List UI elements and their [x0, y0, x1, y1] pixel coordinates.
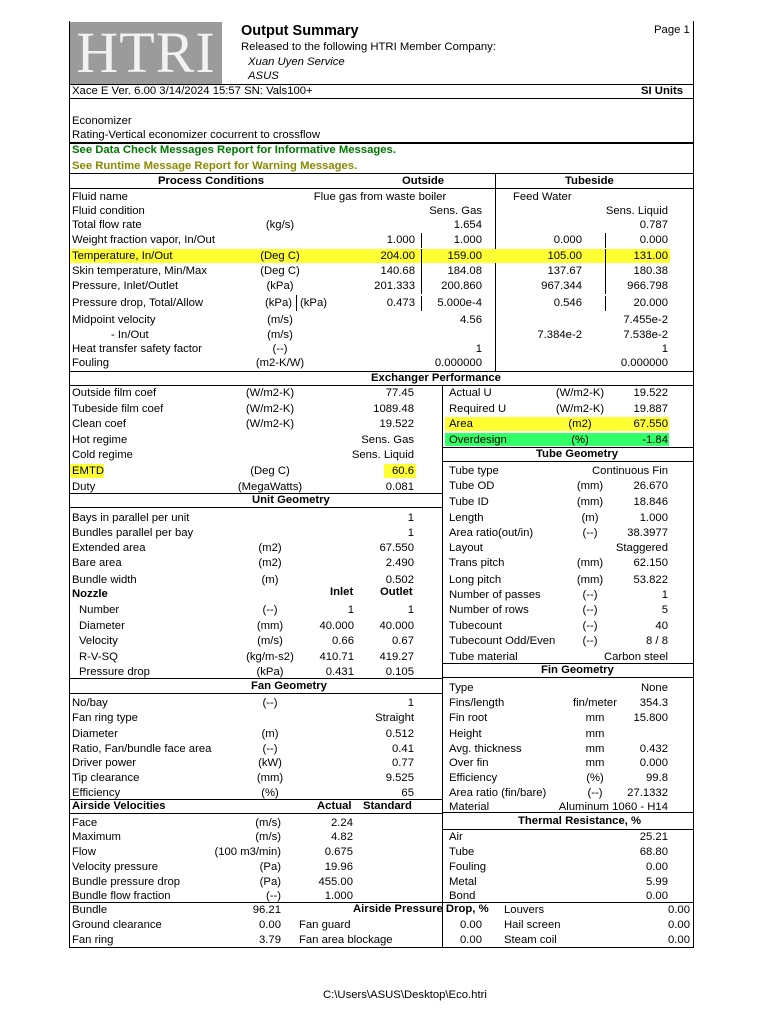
- exchanger-label: Hot regime: [72, 434, 128, 446]
- process-label: Midpoint velocity: [72, 314, 156, 326]
- process-label: Total flow rate: [72, 219, 142, 231]
- process-unit: (kPa): [266, 280, 294, 292]
- process-label: Pressure, Inlet/Outlet: [72, 280, 179, 292]
- exchanger-value: 19.522: [379, 418, 414, 430]
- nozzle-unit: (kPa): [256, 666, 284, 678]
- unit-value: 2.490: [385, 557, 414, 569]
- tube-value: 26.670: [633, 480, 668, 492]
- airside-label: Bundle pressure drop: [72, 876, 181, 888]
- process-unit: (kg/s): [265, 219, 295, 231]
- tube-value: 38.3977: [627, 527, 668, 539]
- exchanger-label: Cold regime: [72, 449, 133, 461]
- process-unit: (m/s): [267, 314, 293, 326]
- airside-unit: (m/s): [255, 817, 281, 829]
- process-tubeside-in: 137.67: [547, 265, 582, 277]
- unit-label: Bays in parallel per unit: [72, 512, 190, 524]
- fan-value: 0.77: [392, 757, 414, 769]
- thermal-value: 68.80: [639, 846, 668, 858]
- exchanger-right-unit: (%): [571, 434, 589, 446]
- pdrop-label-b: Fan area blockage: [299, 934, 393, 946]
- htri-logo: HTRI: [70, 22, 222, 84]
- tube-unit: (mm): [576, 557, 604, 569]
- fan-unit: (%): [261, 787, 279, 799]
- pdrop-value-a: 96.21: [252, 904, 281, 916]
- process-label: Pressure drop, Total/Allow: [72, 297, 204, 309]
- airside-value: 0.675: [324, 846, 353, 858]
- unit-geometry-title: Unit Geometry: [252, 494, 330, 506]
- fin-value: 27.1332: [627, 787, 668, 799]
- process-tubeside-in: 0.546: [553, 297, 582, 309]
- process-outside-fluid: Flue gas from waste boiler: [313, 191, 447, 203]
- pdrop-value-a: 0.00: [259, 919, 281, 931]
- exchanger-right-label: Overdesign: [449, 434, 507, 446]
- column-divider: [421, 279, 422, 294]
- nozzle-unit: (mm): [256, 620, 284, 632]
- process-title: Process Conditions: [158, 175, 265, 187]
- tube-unit: (--): [582, 527, 598, 539]
- exchanger-right-label: Area: [449, 418, 473, 430]
- thermal-value: 25.21: [639, 831, 668, 843]
- column-divider: [605, 296, 606, 311]
- thermal-label: Air: [449, 831, 463, 843]
- process-tubeside-out: 0.787: [639, 219, 668, 231]
- nozzle-outlet: 1: [407, 604, 414, 616]
- tube-value: 62.150: [633, 557, 668, 569]
- pdrop-value-b: 0.00: [460, 934, 482, 946]
- tube-unit: (mm): [576, 574, 604, 586]
- process-outside-in: 204.00: [380, 250, 415, 262]
- fin-label: Area ratio (fin/bare): [449, 787, 547, 799]
- exchanger-label: Clean coef: [72, 418, 127, 430]
- fin-unit: mm: [585, 743, 605, 755]
- fin-unit: mm: [585, 728, 605, 740]
- nozzle-outlet: 0.105: [385, 666, 414, 678]
- nozzle-label: Diameter: [79, 620, 125, 632]
- unit-unit: (m2): [258, 557, 282, 569]
- process-outside-out: Sens. Gas: [429, 205, 482, 217]
- nozzle-label: Velocity: [79, 635, 118, 647]
- nozzle-outlet-header: Outlet: [380, 586, 413, 598]
- airside-unit: (100 m3/min): [214, 846, 281, 858]
- thermal-value: 0.00: [646, 861, 668, 873]
- fan-unit: (--): [262, 743, 278, 755]
- exchanger-unit: (Deg C): [250, 465, 290, 477]
- fin-label: Height: [449, 728, 482, 740]
- fan-unit: (--): [262, 697, 278, 709]
- fan-value: 1: [407, 697, 414, 709]
- exchanger-right-value: 67.550: [633, 418, 668, 430]
- thermal-label: Fouling: [449, 861, 487, 873]
- nozzle-inlet: 40.000: [319, 620, 354, 632]
- fin-unit: (%): [586, 772, 604, 784]
- exchanger-unit: (W/m2-K): [245, 418, 295, 430]
- nozzle-unit: (kg/m-s2): [246, 651, 294, 663]
- exchanger-value: 77.45: [385, 387, 414, 399]
- process-unit: (m/s): [267, 329, 293, 341]
- tube-value: Continuous Fin: [592, 465, 668, 477]
- fan-unit: (mm): [256, 772, 284, 784]
- tube-value: 40: [655, 620, 668, 632]
- pdrop-label-a: Fan ring: [72, 934, 114, 946]
- pdrop-label-c: Steam coil: [504, 934, 557, 946]
- nozzle-outlet: 0.67: [392, 635, 414, 647]
- fan-label: Diameter: [72, 728, 118, 740]
- exchanger-unit: (MegaWatts): [237, 481, 303, 493]
- fan-value: Straight: [375, 712, 414, 724]
- fan-value: 0.41: [392, 743, 414, 755]
- exchanger-value: 60.6: [392, 465, 414, 477]
- airside-label: Face: [72, 817, 98, 829]
- unit-value: 1: [407, 512, 414, 524]
- tube-label: Trans pitch: [449, 557, 505, 569]
- tube-value: Staggered: [615, 542, 668, 554]
- process-label: Skin temperature, Min/Max: [72, 265, 207, 277]
- process-tubeside-out: 20.000: [633, 297, 668, 309]
- fin-label: Type: [449, 682, 474, 694]
- process-outside-out: 200.860: [441, 280, 482, 292]
- airside-unit: (Pa): [259, 861, 281, 873]
- page-number: Page 1: [654, 24, 690, 36]
- process-unit-allow: (kPa): [300, 297, 327, 309]
- process-tubeside-out: Sens. Liquid: [605, 205, 668, 217]
- fan-unit: (kW): [258, 757, 282, 769]
- airside-label: Maximum: [72, 831, 121, 843]
- tube-label: Tubecount Odd/Even: [449, 635, 556, 647]
- column-divider: [605, 279, 606, 294]
- tube-label: Number of rows: [449, 604, 529, 616]
- fan-label: Ratio, Fan/bundle face area: [72, 743, 212, 755]
- exchanger-value: Sens. Gas: [361, 434, 414, 446]
- pdrop-value-a: 3.79: [259, 934, 281, 946]
- process-label: Fouling: [72, 357, 110, 369]
- airside-unit: (Pa): [259, 876, 281, 888]
- airside-actual-header: Actual: [317, 800, 352, 812]
- exchanger-unit: (W/m2-K): [245, 387, 295, 399]
- pdrop-value-c: 0.00: [668, 919, 690, 931]
- fin-value: 0.000: [639, 757, 668, 769]
- process-outside-out: 5.000e-4: [437, 297, 482, 309]
- airside-value: 19.96: [324, 861, 353, 873]
- exchanger-right-value: 19.887: [633, 403, 668, 415]
- airside-value: 4.82: [331, 831, 353, 843]
- process-outside-out: 184.08: [447, 265, 482, 277]
- unit-value: 67.550: [379, 542, 414, 554]
- version-line: Xace E Ver. 6.00 3/14/2024 15:57 SN: Vals100+: [72, 85, 313, 97]
- process-tubeside-out: 131.00: [633, 250, 668, 262]
- unit-value: 0.502: [385, 574, 414, 586]
- pdrop-label-a: Bundle: [72, 904, 108, 916]
- fan-label: Fan ring type: [72, 712, 138, 724]
- thermal-label: Metal: [449, 876, 477, 888]
- exchanger-value: 1089.48: [373, 403, 414, 415]
- process-label: Weight fraction vapor, In/Out: [72, 234, 215, 246]
- tube-unit: (mm): [576, 496, 604, 508]
- process-unit: (Deg C): [260, 250, 300, 262]
- process-label: Heat transfer safety factor: [72, 343, 202, 355]
- process-unit: (kPa): [265, 297, 292, 309]
- tube-label: Length: [449, 512, 484, 524]
- fin-unit: mm: [585, 712, 605, 724]
- nozzle-label: R-V-SQ: [79, 651, 118, 663]
- case-description: Rating-Vertical economizer cocurrent to crossflow: [72, 129, 321, 141]
- outside-header: Outside: [402, 175, 445, 187]
- tube-geometry-title: Tube Geometry: [536, 448, 619, 460]
- fan-value: 0.512: [385, 728, 414, 740]
- process-tubeside-out: 180.38: [633, 265, 668, 277]
- header-box: [69, 21, 694, 87]
- airside-velocities-title: Airside Velocities: [72, 800, 166, 812]
- nozzle-label: Number: [79, 604, 120, 616]
- nozzle-inlet: 1: [347, 604, 354, 616]
- unit-unit: (m): [261, 574, 279, 586]
- thermal-value: 0.00: [646, 890, 668, 902]
- fin-label: Fins/length: [449, 697, 505, 709]
- fin-value: 15.800: [633, 712, 668, 724]
- tube-label: Tube material: [449, 651, 518, 663]
- fin-label: Material: [449, 801, 490, 813]
- fin-label: Efficiency: [449, 772, 498, 784]
- process-tubeside-in: 105.00: [547, 250, 582, 262]
- column-divider: [296, 295, 297, 311]
- process-label: - In/Out: [111, 329, 149, 341]
- process-outside-in: 1.000: [386, 234, 415, 246]
- exchanger-value: Sens. Liquid: [351, 449, 414, 461]
- process-tubeside-out: 7.538e-2: [623, 329, 668, 341]
- fin-unit: (--): [587, 787, 603, 799]
- airside-value: 455.00: [318, 876, 353, 888]
- unit-label: Bundles parallel per bay: [72, 527, 194, 539]
- tube-unit: (m): [581, 512, 599, 524]
- process-unit: (--): [272, 343, 288, 355]
- fin-label: Avg. thickness: [449, 743, 522, 755]
- process-label: Fluid name: [72, 191, 128, 203]
- thermal-label: Bond: [449, 890, 476, 902]
- unit-label: Bundle width: [72, 574, 137, 586]
- airside-label: Flow: [72, 846, 96, 858]
- tube-unit: (mm): [576, 480, 604, 492]
- fin-unit: fin/meter: [573, 697, 617, 709]
- fan-label: No/bay: [72, 697, 108, 709]
- fan-unit: (m): [261, 728, 279, 740]
- fan-geometry-title: Fan Geometry: [251, 680, 327, 692]
- process-tubeside-out: 0.000000: [620, 357, 668, 369]
- process-tubeside-out: 0.000: [639, 234, 668, 246]
- exchanger-right-value: 19.522: [633, 387, 668, 399]
- fin-value: 99.8: [646, 772, 668, 784]
- process-label: Fluid condition: [72, 205, 145, 217]
- case-name: Economizer: [72, 115, 132, 127]
- column-divider: [605, 264, 606, 279]
- process-outside-in: 140.68: [380, 265, 415, 277]
- thermal-resistance-title: Thermal Resistance, %: [518, 815, 642, 827]
- nozzle-outlet: 419.27: [379, 651, 414, 663]
- tube-unit: (--): [582, 620, 598, 632]
- nozzle-inlet-header: Inlet: [330, 586, 354, 598]
- nozzle-unit: (--): [262, 604, 278, 616]
- exchanger-label: Outside film coef: [72, 387, 157, 399]
- tube-unit: (--): [582, 604, 598, 616]
- exchanger-unit: (W/m2-K): [245, 403, 295, 415]
- column-divider: [421, 296, 422, 311]
- units-label: SI Units: [641, 85, 684, 97]
- tube-label: Area ratio(out/in): [449, 527, 534, 539]
- process-outside-out: 4.56: [460, 314, 482, 326]
- column-divider: [605, 233, 606, 248]
- tube-value: 8 / 8: [646, 635, 668, 647]
- pdrop-label-b: Fan guard: [299, 919, 351, 931]
- fan-label: Tip clearance: [72, 772, 140, 784]
- exchanger-label: Duty: [72, 481, 96, 493]
- fin-label: Over fin: [449, 757, 489, 769]
- fin-value: 0.432: [639, 743, 668, 755]
- fin-value: Aluminum 1060 - H14: [558, 801, 668, 813]
- process-tubeside-out: 966.798: [627, 280, 668, 292]
- exchanger-right-unit: (W/m2-K): [555, 387, 605, 399]
- tube-label: Long pitch: [449, 574, 502, 586]
- pdrop-value-c: 0.00: [668, 934, 690, 946]
- thermal-value: 5.99: [646, 876, 668, 888]
- airside-pdrop-title: Airside Pressure Drop, %: [353, 903, 489, 915]
- process-tubeside-in: 0.000: [553, 234, 582, 246]
- pdrop-value-c: 0.00: [668, 904, 690, 916]
- exchanger-right-value: -1.84: [642, 434, 668, 446]
- tube-label: Tube OD: [449, 480, 495, 492]
- nozzle-inlet: 0.431: [325, 666, 354, 678]
- tube-label: Tube ID: [449, 496, 489, 508]
- unit-unit: (m2): [258, 542, 282, 554]
- thermal-label: Tube: [449, 846, 475, 858]
- nozzle-inlet: 0.66: [332, 635, 354, 647]
- process-tubeside-out: 7.455e-2: [623, 314, 668, 326]
- fan-value: 9.525: [385, 772, 414, 784]
- column-divider: [421, 264, 422, 279]
- exchanger-right-label: Actual U: [449, 387, 492, 399]
- unit-label: Extended area: [72, 542, 146, 554]
- column-divider: [605, 249, 606, 264]
- fan-label: Efficiency: [72, 787, 121, 799]
- tube-label: Tubecount: [449, 620, 502, 632]
- tube-unit: (--): [582, 635, 598, 647]
- fin-unit: mm: [585, 757, 605, 769]
- airside-value: 1.000: [324, 890, 353, 902]
- process-unit: (m2-K/W): [255, 357, 305, 369]
- column-divider: [421, 233, 422, 248]
- tube-unit: (--): [582, 589, 598, 601]
- process-outside-out: 1.000: [453, 234, 482, 246]
- process-outside-out: 1: [475, 343, 482, 355]
- tube-value: Carbon steel: [603, 651, 668, 663]
- exchanger-right-label: Required U: [449, 403, 507, 415]
- exchanger-label: Tubeside film coef: [72, 403, 164, 415]
- fin-value: None: [640, 682, 668, 694]
- process-tubeside-in: 967.344: [541, 280, 582, 292]
- unit-value: 1: [407, 527, 414, 539]
- airside-label: Bundle flow fraction: [72, 890, 171, 902]
- process-label: Temperature, In/Out: [72, 250, 173, 262]
- process-outside-out: 1.654: [453, 219, 482, 231]
- tube-label: Tube type: [449, 465, 499, 477]
- exchanger-label: EMTD: [72, 465, 105, 477]
- column-divider: [421, 249, 422, 264]
- nozzle-header: Nozzle: [72, 588, 108, 600]
- airside-unit: (--): [265, 890, 281, 902]
- fan-value: 65: [401, 787, 414, 799]
- exchanger-right-unit: (W/m2-K): [555, 403, 605, 415]
- pdrop-label-a: Ground clearance: [72, 919, 162, 931]
- process-outside-out: 0.000000: [434, 357, 482, 369]
- airside-value: 2.24: [331, 817, 353, 829]
- process-tubeside-fluid: Feed Water: [513, 191, 572, 203]
- member-company: Xuan Uyen Service: [248, 56, 345, 68]
- fan-label: Driver power: [72, 757, 137, 769]
- airside-standard-header: Standard: [363, 800, 412, 812]
- nozzle-label: Pressure drop: [79, 666, 150, 678]
- process-outside-in: 0.473: [386, 297, 415, 309]
- process-outside-in: 201.333: [374, 280, 415, 292]
- exchanger-title: Exchanger Performance: [371, 372, 501, 384]
- tube-value: 1: [661, 589, 668, 601]
- page-title: Output Summary: [241, 23, 359, 39]
- tube-label: Layout: [449, 542, 483, 554]
- exchanger-value: 0.081: [385, 481, 414, 493]
- released-text: Released to the following HTRI Member Company:: [241, 41, 496, 53]
- process-tubeside-in: 7.384e-2: [537, 329, 582, 341]
- fin-geometry-title: Fin Geometry: [541, 664, 614, 676]
- tubeside-header: Tubeside: [565, 175, 614, 187]
- tube-value: 18.846: [633, 496, 668, 508]
- process-outside-out: 159.00: [447, 250, 482, 262]
- fin-label: Fin root: [449, 712, 488, 724]
- process-unit: (Deg C): [260, 265, 300, 277]
- pdrop-label-c: Hail screen: [504, 919, 561, 931]
- airside-label: Velocity pressure: [72, 861, 159, 873]
- tube-value: 5: [661, 604, 668, 616]
- runtime-message[interactable]: See Runtime Message Report for Warning Messages.: [72, 160, 358, 172]
- pdrop-label-c: Louvers: [504, 904, 545, 916]
- pdrop-value-b: 0.00: [460, 919, 482, 931]
- process-tubeside-out: 1: [661, 343, 668, 355]
- exchanger-right-unit: (m2): [568, 418, 592, 430]
- unit-label: Bare area: [72, 557, 122, 569]
- tube-value: 1.000: [639, 512, 668, 524]
- nozzle-unit: (m/s): [257, 635, 283, 647]
- nozzle-inlet: 410.71: [319, 651, 354, 663]
- tube-value: 53.822: [633, 574, 668, 586]
- fin-value: 354.3: [639, 697, 668, 709]
- nozzle-outlet: 40.000: [379, 620, 414, 632]
- member-company-2: ASUS: [248, 70, 279, 82]
- data-check-message[interactable]: See Data Check Messages Report for Informative Messages.: [72, 144, 396, 156]
- tube-label: Number of passes: [449, 589, 541, 601]
- airside-unit: (m/s): [255, 831, 281, 843]
- file-path: C:\Users\ASUS\Desktop\Eco.htri: [323, 989, 487, 1001]
